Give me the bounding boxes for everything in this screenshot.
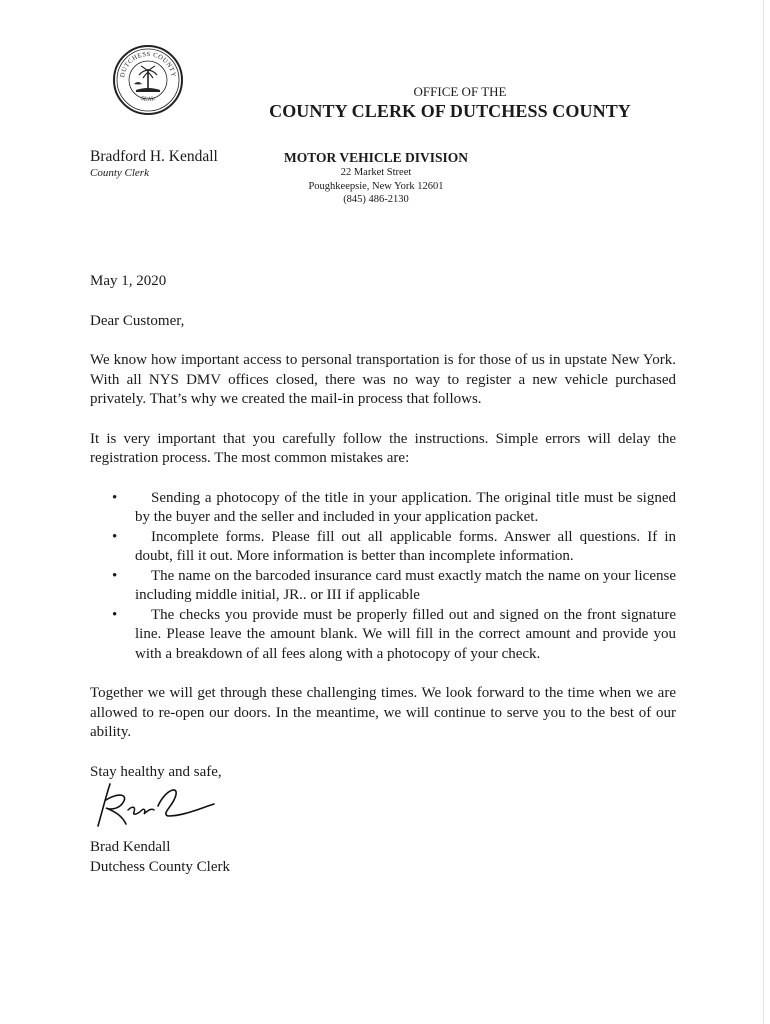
division-street: 22 Market Street (340, 167, 412, 178)
paragraph-3: Together we will get through these challenging times. We look forward to the time when we are allowed to re-open our doors. In the meantime, we will continue to serve you to the best of our ability. (90, 685, 676, 740)
list-item-text: Incomplete forms. Please fill out all applicable forms. Answer all questions. If in doubt, fill it out. More information is better than incomplete information. (135, 528, 676, 564)
clerk-name: Bradford H. Kendall (90, 148, 218, 165)
clerk-role: County Clerk (90, 167, 149, 179)
division-name: MOTOR VEHICLE DIVISION (283, 150, 469, 165)
closing-line: Stay healthy and safe, (90, 763, 222, 780)
list-item (90, 567, 676, 606)
list-item (90, 489, 676, 528)
svg-text:SEAL: SEAL (139, 95, 157, 103)
letter-date: May 1, 2020 (90, 273, 167, 289)
list-item-text: The checks you provide must be properly filled out and signed on the front signature line. Please leave the amount blank. We will fill in the correct amount and provide you with a breakdown of all fees along with a photocopy of your check. (135, 606, 676, 662)
signature-area (90, 782, 676, 838)
bullet-icon: • (112, 528, 118, 545)
clerk-name-block (90, 148, 218, 180)
letter-greeting: Dear Customer, (90, 312, 185, 329)
handwritten-signature (92, 776, 232, 836)
paragraph-2: It is very important that you carefully follow the instructions. Simple errors will delay the registration process. The most common mistakes are: (90, 430, 676, 466)
list-item-text: The name on the barcoded insurance card must exactly match the name on your license including middle initial, JR.. or III if applicable (135, 567, 676, 603)
bullet-icon: • (112, 489, 118, 506)
list-item (90, 528, 676, 567)
division-address-block (255, 149, 497, 207)
division-city: Poughkeepsie, New York 12601 (308, 180, 444, 192)
list-item (90, 606, 676, 665)
svg-text:DUTCHESS COUNTY: DUTCHESS COUNTY (119, 50, 177, 79)
common-mistakes-list (90, 489, 676, 665)
signer-name: Brad Kendall (90, 839, 171, 855)
list-item-text: Sending a photocopy of the title in your application. The original title must be signed by the buyer and the seller and included in your application packet. (135, 489, 676, 525)
scan-edge-line (763, 0, 764, 1024)
division-phone: (845) 486-2130 (343, 194, 409, 205)
paragraph-1: We know how important access to personal transportation is for those of us in upstate New York. With all NYS DMV offices closed, there was no way to register a new vehicle purchased privately. That’s why we created the mail-in process that follows. (90, 352, 676, 407)
bullet-icon: • (112, 567, 118, 584)
signer-title: Dutchess County Clerk (90, 858, 230, 875)
bullet-icon: • (112, 606, 118, 623)
letter-body (90, 272, 676, 877)
office-of-heading: OFFICE OF THE (413, 84, 507, 99)
county-clerk-title: COUNTY CLERK OF DUTCHESS COUNTY (269, 101, 631, 121)
